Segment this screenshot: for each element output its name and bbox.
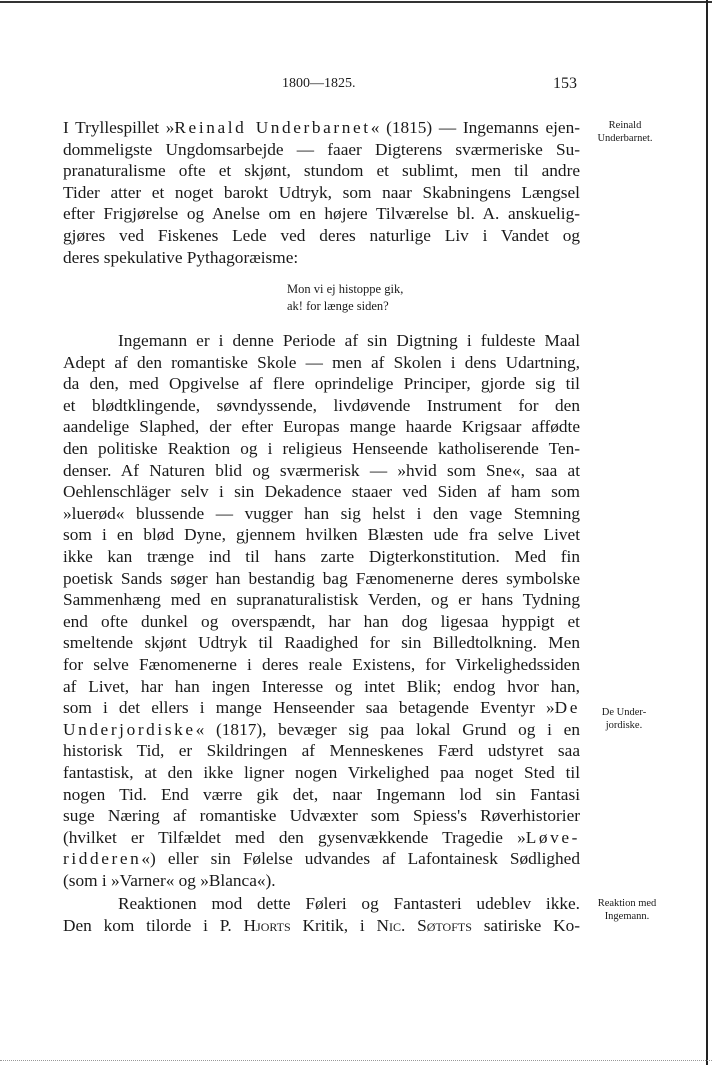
text-segment: (hvilket er Tilfældet med den gysenvækkende Tragedie » bbox=[63, 827, 526, 847]
text-line bbox=[63, 785, 580, 805]
text-segment: nogen Tid. End værre gik det, naar Ingemann lod sin Fantasi bbox=[63, 784, 580, 804]
text-segment: efter Frigjørelse og Anelse om en højere Tilværelse bl. A. anskuelig- bbox=[63, 204, 580, 224]
text-segment: dommeligste Ungdomsarbejde — faaer Digterens sværmeriske Su- bbox=[63, 139, 580, 159]
text-line bbox=[63, 183, 580, 203]
text-segment: Hjorts bbox=[243, 915, 291, 935]
text-segment: Underjordiske bbox=[63, 719, 196, 739]
text-segment: Oehlenschläger selv i sin Dekadence staaer ved Siden af ham som bbox=[63, 482, 580, 502]
text-line bbox=[63, 763, 580, 783]
text-line bbox=[63, 204, 580, 224]
text-line bbox=[63, 374, 580, 394]
text-segment: Den kom tilorde i P. bbox=[63, 915, 244, 935]
text-segment: «) eller sin Følelse udvandes af Lafontainesk Sødlighed bbox=[141, 849, 580, 869]
text-line bbox=[63, 871, 580, 891]
margin-note-reaktion bbox=[587, 897, 667, 923]
text-segment: I Tryllespillet » bbox=[63, 118, 175, 137]
text-segment: »luerød« blussende — vugger han sig helst i den vage Stemning bbox=[63, 503, 580, 523]
text-line bbox=[63, 590, 580, 610]
text-segment: Løve- bbox=[525, 827, 580, 847]
text-line bbox=[63, 439, 580, 459]
text-line bbox=[63, 331, 580, 351]
text-line bbox=[63, 916, 580, 936]
text-line bbox=[63, 118, 580, 138]
text-segment: Ingemann er i denne Periode af sin Digtning i fuldeste Maal bbox=[118, 331, 580, 350]
text-line bbox=[63, 569, 580, 589]
text-line bbox=[63, 461, 580, 481]
margin-note-line: Reaktion med bbox=[597, 898, 657, 909]
text-line bbox=[63, 504, 580, 524]
text-line bbox=[63, 894, 580, 914]
text-segment: da den, med Opgivelse af flere oprindelige Principer, gjorde sig til bbox=[63, 374, 580, 394]
text-line bbox=[63, 720, 580, 740]
text-line bbox=[63, 828, 580, 848]
text-line bbox=[63, 612, 580, 632]
poem-line: ak! for længe siden? bbox=[287, 299, 389, 313]
poem-quote bbox=[287, 281, 403, 315]
margin-note-line: De Under- bbox=[601, 707, 647, 718]
text-segment: deres spekulative Pythagoræisme: bbox=[63, 247, 299, 267]
running-header-title: 1800—1825. bbox=[282, 76, 356, 91]
text-segment: gjøres ved Fiskenes Lede ved deres naturlige Liv i Vandet og bbox=[63, 226, 580, 245]
text-line bbox=[63, 547, 580, 567]
text-line bbox=[63, 482, 580, 502]
text-segment: fantastisk, at den ikke ligner nogen Virkelighed paa noget Sted til bbox=[63, 763, 580, 782]
text-segment: som i en blød Dyne, gjennem hvilken Blæsten ude fra selve Livet bbox=[63, 525, 580, 545]
text-segment: historisk Tid, er Skildringen af Menneskenes Færd udstyret saa bbox=[63, 741, 580, 761]
text-line bbox=[63, 741, 580, 761]
text-segment: Adept af den romantiske Skole — men af Skolen i dens Udartning, bbox=[63, 352, 580, 372]
text-segment: af Livet, har han ingen Interesse og intet Blik; endog hvor han, bbox=[63, 676, 580, 696]
text-segment: aandelige Slaphed, der efter Europas mange haarde Krigsaar affødte bbox=[63, 417, 580, 437]
margin-note-line: jordiske. bbox=[605, 720, 643, 731]
margin-note-line: Underbarnet. bbox=[597, 133, 653, 144]
text-segment: poetisk Sands søger han bestandig bag Fænomenerne deres symbolske bbox=[63, 568, 580, 588]
text-segment: suge Næring af romantiske Udvæxter som Spiess's Røverhistorier bbox=[63, 806, 580, 826]
text-segment: Reaktionen mod dette Føleri og Fantasteri udeblev ikke. bbox=[118, 894, 580, 913]
text-segment: et blødtklingende, søvndyssende, livdøvende Instrument for den bbox=[63, 395, 580, 415]
text-line bbox=[63, 140, 580, 160]
text-line bbox=[63, 226, 580, 246]
text-line bbox=[63, 633, 580, 653]
page-number: 153 bbox=[553, 75, 577, 92]
margin-note-underjordiske bbox=[584, 706, 664, 732]
text-line bbox=[63, 525, 580, 545]
margin-note-reinald bbox=[585, 119, 665, 145]
text-segment: Kritik, i bbox=[290, 915, 377, 935]
text-line bbox=[63, 161, 580, 181]
text-segment: Tider atter et noget barokt Udtryk, som naar Skabningens Længsel bbox=[63, 182, 580, 202]
text-segment: Reinald Underbarnet bbox=[174, 118, 371, 137]
poem-line: Mon vi ej histoppe gik, bbox=[287, 282, 404, 296]
text-line bbox=[63, 353, 580, 373]
text-line bbox=[63, 698, 580, 718]
text-segment: som i det ellers i mange Henseender saa betagende Eventyr » bbox=[63, 698, 555, 718]
text-line bbox=[63, 417, 580, 437]
page-right-edge bbox=[706, 0, 708, 1065]
text-segment: smeltende skjønt Udtryk til Raadighed for sin Billedtolkning. Men bbox=[63, 633, 580, 653]
margin-note-line: Reinald bbox=[608, 120, 642, 131]
text-segment: De bbox=[554, 698, 580, 718]
text-segment: den politiske Reaktion og i religieus Henseende katholiserende Ten- bbox=[63, 439, 580, 458]
text-segment: « (1815) — Ingemanns ejen- bbox=[370, 118, 580, 137]
text-segment: satiriske Ko- bbox=[471, 915, 580, 935]
text-segment: (som i »Varner« og »Blanca«). bbox=[63, 871, 276, 890]
text-segment: denser. Af Naturen blid og sværmerisk — »hvid som Sne«, saa at bbox=[63, 460, 580, 480]
text-line bbox=[63, 248, 580, 268]
margin-note-line: Ingemann. bbox=[604, 911, 650, 922]
page-top-edge bbox=[0, 1, 712, 3]
text-segment: end ofte dunkel og overspændt, har han dog ligesaa hyppigt et bbox=[63, 611, 580, 631]
text-segment: Nic. Søtofts bbox=[376, 915, 472, 935]
text-segment: ikke kan trænge ind til hans zarte Digterkonstitution. Med fin bbox=[63, 547, 580, 566]
text-segment: for selve Fænomenerne i deres reale Existens, for Virkelighedssiden bbox=[63, 655, 580, 674]
text-line bbox=[63, 396, 580, 416]
text-segment: ridderen bbox=[63, 849, 142, 869]
text-segment: Sammenhæng med en supranaturalistisk Verden, og er hans Tydning bbox=[63, 590, 580, 610]
text-line bbox=[63, 677, 580, 697]
text-line bbox=[63, 655, 580, 675]
text-segment: « (1817), bevæger sig paa lokal Grund og i en bbox=[195, 719, 580, 739]
text-line bbox=[63, 806, 580, 826]
page-bottom-edge bbox=[0, 1060, 712, 1061]
text-segment: pranaturalisme ofte et skjønt, stundom et sublimt, men til andre bbox=[63, 161, 580, 181]
text-line bbox=[63, 849, 580, 869]
